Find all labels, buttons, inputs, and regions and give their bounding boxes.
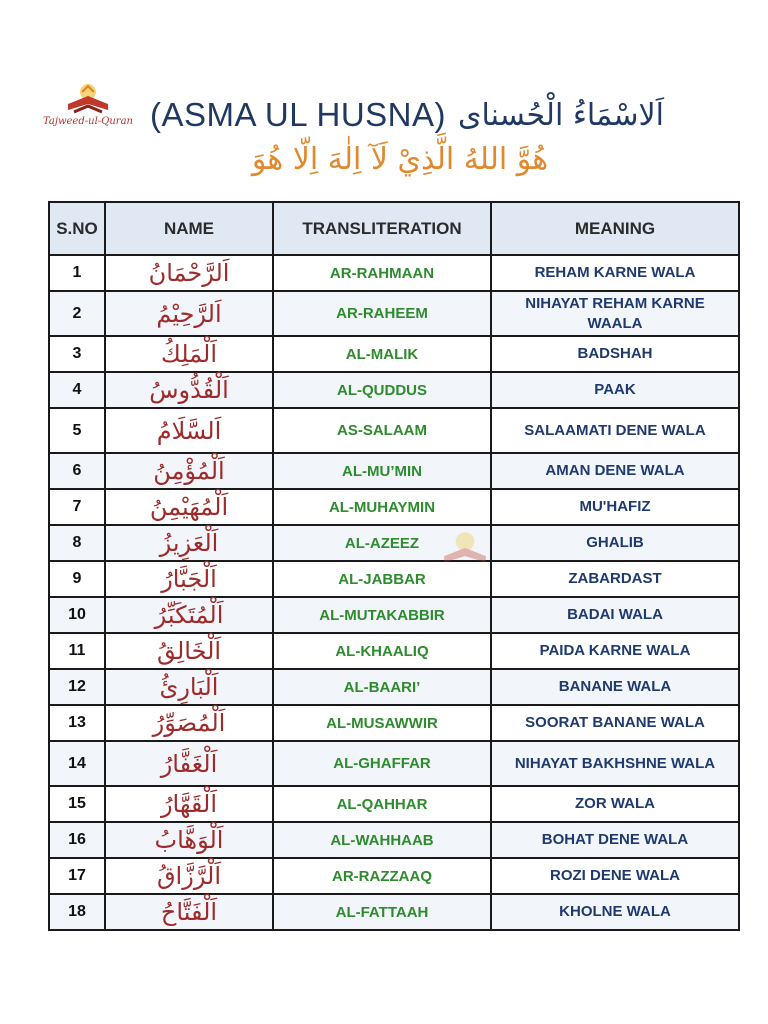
row-meaning: ROZI DENE WALA bbox=[491, 858, 739, 894]
table-row bbox=[49, 255, 739, 291]
row-name-arabic: اَلسَّلَامُ bbox=[105, 408, 273, 453]
row-meaning: BADAI WALA bbox=[491, 597, 739, 633]
row-name-arabic: اَلْمُصَوِّرُ bbox=[105, 705, 273, 741]
row-sno: 15 bbox=[49, 786, 105, 822]
quran-book-icon bbox=[64, 82, 112, 116]
watermark-logo-icon bbox=[440, 527, 490, 577]
row-sno: 14 bbox=[49, 741, 105, 786]
row-name-arabic: اَلْقُدُّوسُ bbox=[105, 372, 273, 408]
row-name-arabic: اَلْمُؤْمِنُ bbox=[105, 453, 273, 489]
row-sno: 17 bbox=[49, 858, 105, 894]
row-sno: 13 bbox=[49, 705, 105, 741]
row-sno: 4 bbox=[49, 372, 105, 408]
row-transliteration: AL-JABBAR bbox=[273, 561, 491, 597]
row-name-arabic: اَلْخَالِقُ bbox=[105, 633, 273, 669]
row-transliteration: AL-MUHAYMIN bbox=[273, 489, 491, 525]
row-transliteration: AS-SALAAM bbox=[273, 408, 491, 453]
row-sno: 9 bbox=[49, 561, 105, 597]
row-meaning: NIHAYAT BAKHSHNE WALA bbox=[491, 741, 739, 786]
title-arabic: اَلاسْمَاءُ الْحُسناى bbox=[458, 97, 664, 133]
logo-text: Tajweed-ul-Quran bbox=[43, 116, 133, 127]
row-transliteration: AR-RAZZAAQ bbox=[273, 858, 491, 894]
table-row bbox=[49, 453, 739, 489]
row-sno: 11 bbox=[49, 633, 105, 669]
row-transliteration: AL-KHAALIQ bbox=[273, 633, 491, 669]
row-transliteration: AL-BAARI’ bbox=[273, 669, 491, 705]
row-sno: 6 bbox=[49, 453, 105, 489]
row-meaning: PAAK bbox=[491, 372, 739, 408]
table-row bbox=[49, 561, 739, 597]
row-transliteration: AL-MALIK bbox=[273, 336, 491, 372]
row-sno: 7 bbox=[49, 489, 105, 525]
row-meaning: REHAM KARNE WALA bbox=[491, 255, 739, 291]
title-english: (ASMA UL HUSNA) bbox=[150, 96, 446, 133]
row-transliteration: AL-AZEEZ bbox=[273, 525, 491, 561]
header-sno: S.NO bbox=[49, 202, 105, 255]
names-table bbox=[48, 201, 740, 931]
table-row bbox=[49, 597, 739, 633]
table-row bbox=[49, 489, 739, 525]
row-meaning: AMAN DENE WALA bbox=[491, 453, 739, 489]
table-row bbox=[49, 372, 739, 408]
row-transliteration: AR-RAHMAAN bbox=[273, 255, 491, 291]
row-transliteration: AL-MUTAKABBIR bbox=[273, 597, 491, 633]
table-row bbox=[49, 786, 739, 822]
row-sno: 18 bbox=[49, 894, 105, 930]
table-row bbox=[49, 633, 739, 669]
row-meaning: SOORAT BANANE WALA bbox=[491, 705, 739, 741]
row-transliteration: AL-QUDDUS bbox=[273, 372, 491, 408]
row-name-arabic: اَلرَّحْمَانُ bbox=[105, 255, 273, 291]
header-name: NAME bbox=[105, 202, 273, 255]
row-transliteration: AL-WAHHAAB bbox=[273, 822, 491, 858]
table-row bbox=[49, 408, 739, 453]
page-title bbox=[150, 92, 710, 138]
row-transliteration: AR-RAHEEM bbox=[273, 291, 491, 336]
row-name-arabic: اَلرَّحِيْمُ bbox=[105, 291, 273, 336]
row-meaning: NIHAYAT REHAM KARNE WAALA bbox=[491, 291, 739, 336]
header-transliteration: TRANSLITERATION bbox=[273, 202, 491, 255]
header-meaning: MEANING bbox=[491, 202, 739, 255]
row-transliteration: AL-QAHHAR bbox=[273, 786, 491, 822]
table-body bbox=[49, 255, 739, 930]
row-transliteration: AL-MU’MIN bbox=[273, 453, 491, 489]
table-row bbox=[49, 894, 739, 930]
row-meaning: BOHAT DENE WALA bbox=[491, 822, 739, 858]
row-name-arabic: اَلْمُهَيْمِنُ bbox=[105, 489, 273, 525]
row-sno: 8 bbox=[49, 525, 105, 561]
row-meaning: GHALIB bbox=[491, 525, 739, 561]
row-sno: 1 bbox=[49, 255, 105, 291]
row-sno: 3 bbox=[49, 336, 105, 372]
row-transliteration: AL-MUSAWWIR bbox=[273, 705, 491, 741]
row-sno: 5 bbox=[49, 408, 105, 453]
row-meaning: PAIDA KARNE WALA bbox=[491, 633, 739, 669]
row-sno: 16 bbox=[49, 822, 105, 858]
row-name-arabic: اَلْمُتَكَبِّرُ bbox=[105, 597, 273, 633]
subtitle-arabic: هُوَّ اللهُ الَّذِيْ لَآ اِلٰهَ اِلّا هُوَ bbox=[251, 142, 549, 177]
table-row bbox=[49, 858, 739, 894]
row-sno: 2 bbox=[49, 291, 105, 336]
row-name-arabic: اَلْغَفَّارُ bbox=[105, 741, 273, 786]
table-header-row bbox=[49, 202, 739, 255]
row-name-arabic: اَلْرَّزَّاقُ bbox=[105, 858, 273, 894]
row-transliteration: AL-GHAFFAR bbox=[273, 741, 491, 786]
row-meaning: ZOR WALA bbox=[491, 786, 739, 822]
row-sno: 12 bbox=[49, 669, 105, 705]
row-name-arabic: اَلْوَهَّابُ bbox=[105, 822, 273, 858]
row-meaning: ZABARDAST bbox=[491, 561, 739, 597]
row-meaning: KHOLNE WALA bbox=[491, 894, 739, 930]
table-row bbox=[49, 525, 739, 561]
row-meaning: BADSHAH bbox=[491, 336, 739, 372]
row-transliteration: AL-FATTAAH bbox=[273, 894, 491, 930]
row-meaning: BANANE WALA bbox=[491, 669, 739, 705]
row-name-arabic: اَلْعَزِيزُ bbox=[105, 525, 273, 561]
row-sno: 10 bbox=[49, 597, 105, 633]
row-meaning: MU'HAFIZ bbox=[491, 489, 739, 525]
row-name-arabic: اَلْمَلِكُ bbox=[105, 336, 273, 372]
row-name-arabic: اَلْجَبَّارُ bbox=[105, 561, 273, 597]
table-row bbox=[49, 669, 739, 705]
table-row bbox=[49, 822, 739, 858]
table-row bbox=[49, 705, 739, 741]
table-row bbox=[49, 291, 739, 336]
logo bbox=[36, 82, 140, 140]
row-meaning: SALAAMATI DENE WALA bbox=[491, 408, 739, 453]
table-row bbox=[49, 336, 739, 372]
row-name-arabic: اَلْقَهَّارُ bbox=[105, 786, 273, 822]
row-name-arabic: اَلْبَارِئُ bbox=[105, 669, 273, 705]
table-row bbox=[49, 741, 739, 786]
row-name-arabic: اَلْفَتَّاحُ bbox=[105, 894, 273, 930]
